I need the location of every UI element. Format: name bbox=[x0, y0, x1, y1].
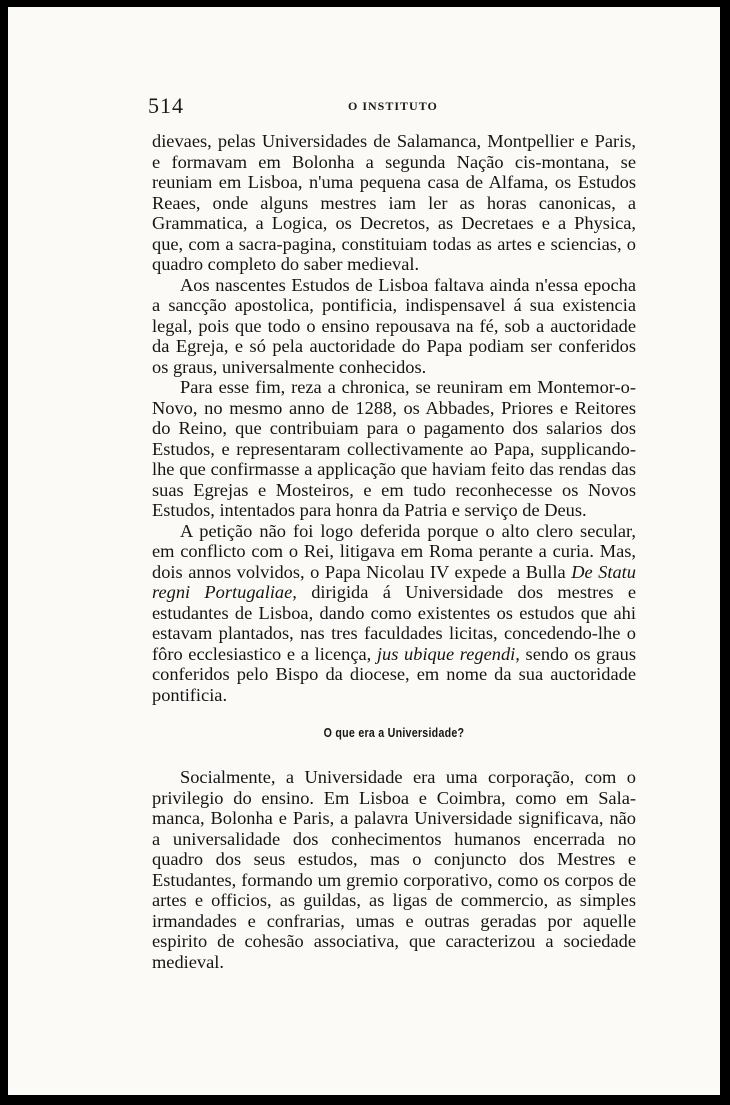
paragraph-chronica: Para esse fim, reza a chronica, se reuniram em Montemor-o-Novo, no mesmo anno de 1288, os Abbades, Priores e Reitores do Reino, que contribuiam para o pagamento dos salarios dos Estudos, e representaram collectivamente ao Papa, supplicando-lhe que confirmasse a applicação que haviam feito das rendas das suas Egrejas e Mosteiros, e em tudo reconhecesse os Novos Estudos, intentados para honra da Patria e serviço de Deus. bbox=[152, 377, 636, 520]
paragraph-socialmente: Socialmente, a Universidade era uma corporação, com o privilegio do ensino. Em Lisboa e Coimbra, como em Salamanca, Bolonha e Paris, a palavra Universidade significava, não a universalidade dos conhecimentos humanos encerrada no quadro dos seus estudos, mas o conjuncto dos Mestres e Estudantes, formando um gremio corporativo, como os corpos de artes e officios, as guildas, as ligas de commercio, as simples irmandades e confrarias, umas e outras geradas por aquelle espirito de cohesão associativa, que caracterizou a sociedade medieval. bbox=[152, 767, 636, 972]
body-text-top bbox=[152, 131, 636, 705]
section-title: O que era a Universidade? bbox=[323, 725, 465, 740]
bulla-text-a: A petição não foi logo deferida porque o alto clero secular, em conflicto com o Rei, litigava em Roma perante a curia. Mas, dois annos volvidos, o Papa Nicolau IV expede a Bulla bbox=[152, 520, 636, 582]
bulla-title: De Statu regni Portugaliae, bbox=[152, 561, 636, 602]
paragraph-bulla bbox=[152, 521, 636, 706]
paragraph-continuation: dievaes, pelas Universidades de Salamanca, Montpellier e Paris, e formavam em Bolonha a segunda Nação cis-montana, se reuniam em Lisboa, n'uma pequena casa de Alfama, os Estudos Reaes, onde alguns mestres iam ler as horas canonicas, a Grammatica, a Logica, os Decretos, as Decretaes e a Physica, que, com a sacra-pagina, constituiam todas as artes e sciencias, o quadro completo do saber medieval. bbox=[152, 131, 636, 274]
bulla-text-b: dirigida á Universidade dos mestres e estudantes de Lisboa, dando como existentes os estudos que ahi estavam plantados, nas tres faculdades licitas, concedendo-lhe o fôro ecclesiastico e a licença, bbox=[152, 582, 636, 664]
jus-ubique-regendi: jus ubique regendi, bbox=[376, 643, 520, 664]
page-number: 514 bbox=[148, 93, 184, 118]
running-head: O INSTITUTO bbox=[348, 99, 438, 113]
paragraph-estudos: Aos nascentes Estudos de Lisboa faltava ainda n'essa epocha a sancção apostolica, pontificia, indispensavel á sua existencia legal, pois que todo o ensino repousava na fé, sob a auctoridade da Egreja, e só pela auctoridade do Papa podiam ser conferidos os graus, universalmente conhecidos. bbox=[152, 274, 636, 377]
page-header bbox=[148, 93, 638, 117]
body-text-bottom bbox=[152, 767, 636, 972]
book-page bbox=[8, 7, 720, 1095]
bulla-text-c: sendo os graus conferidos pelo Bispo da diocese, em nome da sua auctoridade pontificia. bbox=[152, 643, 636, 705]
